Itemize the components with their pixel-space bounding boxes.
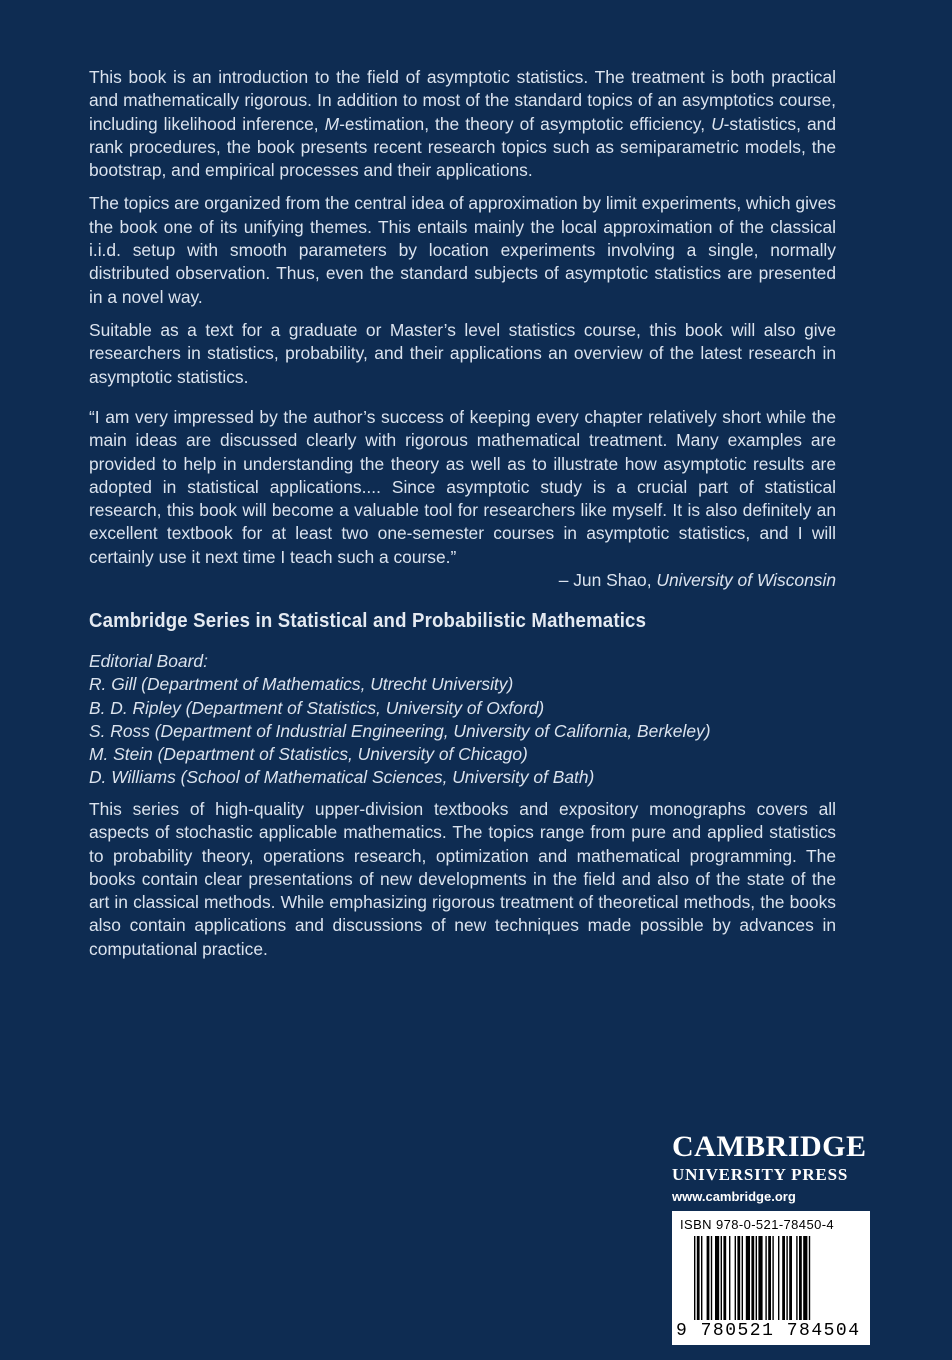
- isbn-label: ISBN 978-0-521-78450-4: [680, 1217, 835, 1232]
- barcode-digits: 9 780521 784504: [676, 1321, 861, 1341]
- barcode-bar: [746, 1236, 750, 1320]
- barcode-bar: [711, 1236, 712, 1320]
- barcode-bar: [799, 1236, 802, 1320]
- barcode-bar: [778, 1236, 779, 1320]
- publisher-logo: [672, 1132, 882, 1204]
- publisher-press: UNIVERSITY PRESS: [672, 1165, 849, 1184]
- barcode-bar: [756, 1236, 757, 1320]
- blurb-paragraph-2: The topics are organized from the central idea of approximation by limit experiments, which gives the book one of its unifying themes. This entails mainly the local approximation of the classical i.i.d. setup with smooth parameters by location experiments involving a single, normally distributed observation. Thus, even the standard subjects of asymptotic statistics are presented in a novel way.: [89, 193, 836, 307]
- barcode-bar: [707, 1236, 710, 1320]
- publisher-name: CAMBRIDGE: [672, 1130, 867, 1163]
- barcode-bar: [803, 1236, 807, 1320]
- editorial-board-label: Editorial Board:: [89, 651, 208, 671]
- barcode-bar: [751, 1236, 754, 1320]
- barcode-bar: [715, 1236, 719, 1320]
- quote-text: “I am very impressed by the author’s success of keeping every chapter relatively short while the main ideas are discussed clearly with rigorous mathematical treatment. Many examples are provided to help in understanding the theory as well as to illustrate how asymptotic results are adopted in statistical applications.... Since asymptotic study is a crucial part of statistical research, this book will become a valuable tool for researchers like myself. It is also definitely an excellent textbook for at least two one-semester courses in asymptotic statistics, and I will certainly use it next time I teach such a course.”: [89, 407, 836, 567]
- barcode-bar: [782, 1236, 785, 1320]
- barcode-bar: [742, 1236, 743, 1320]
- barcode-bar: [786, 1236, 787, 1320]
- barcode-bar: [697, 1236, 700, 1320]
- editorial-board: [89, 650, 849, 790]
- blurb-paragraph-1: This book is an introduction to the field of asymptotic statistics. The treatment is both practical and mathematically rigorous. In addition to most of the standard topics of an asymptotics course, including likelihood inference, M-estimation, the theory of asymptotic efficiency, U-statistics, and rank procedures, the book presents recent research topics such as semiparametric models, the bootstrap, and empirical processes and their applications.: [89, 67, 836, 181]
- barcode-box: [672, 1211, 870, 1345]
- barcode-bar: [723, 1236, 726, 1320]
- series-description: This series of high-quality upper-division textbooks and expository monographs covers all aspects of stochastic applicable mathematics. The topics range from pure and applied statistics to probability theory, operations research, optimization and mathematical programming. The books contain clear presentations of new developments in the field and also of the state of the art in classical methods. While emphasizing rigorous treatment of theoretical methods, the books also contain applications and discussions of new techniques made possible by advances in computational practice.: [89, 799, 836, 959]
- barcode-bar: [701, 1236, 702, 1320]
- barcode-bar: [735, 1236, 736, 1320]
- board-member: R. Gill (Department of Mathematics, Utrecht University): [89, 674, 514, 695]
- barcode-bar: [729, 1236, 730, 1320]
- series-title: Cambridge Series in Statistical and Probabilistic Mathematics: [89, 610, 647, 632]
- barcode-bar: [809, 1236, 810, 1320]
- barcode-bar: [694, 1236, 695, 1320]
- board-member: B. D. Ripley (Department of Statistics, University of Oxford): [89, 697, 545, 718]
- quote-attribution: – Jun Shao, University of Wisconsin: [558, 570, 836, 591]
- barcode-icon: [694, 1236, 854, 1322]
- barcode-bar: [721, 1236, 722, 1320]
- barcode-bar: [772, 1236, 773, 1320]
- review-quote: [89, 406, 836, 592]
- board-member: M. Stein (Department of Statistics, University of Chicago): [89, 744, 528, 765]
- barcode-bar: [796, 1236, 797, 1320]
- barcode-bar: [765, 1236, 766, 1320]
- book-blurb: [89, 66, 836, 399]
- blurb-paragraph-3: Suitable as a text for a graduate or Master’s level statistics course, this book will also give researchers in statistics, probability, and their applications an overview of the latest research in asymptotic statistics.: [89, 319, 836, 387]
- barcode-bar: [768, 1236, 771, 1320]
- barcode-bar: [789, 1236, 792, 1320]
- publisher-url: www.cambridge.org: [672, 1189, 796, 1204]
- board-member: S. Ross (Department of Industrial Engineering, University of California, Berkeley): [89, 720, 711, 741]
- board-member: D. Williams (School of Mathematical Sciences, University of Bath): [89, 767, 595, 788]
- barcode-bar: [758, 1236, 762, 1320]
- barcode-bar: [737, 1236, 740, 1320]
